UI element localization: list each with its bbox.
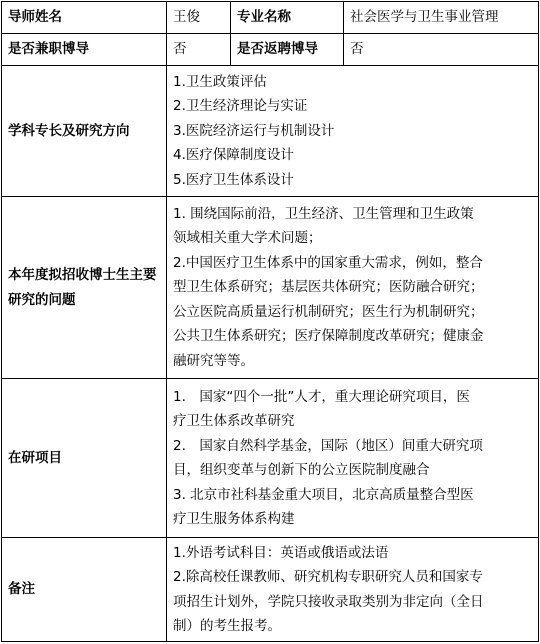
specialty-item: 2.卫生经济理论与实证	[173, 98, 308, 115]
row-supervisor-major	[2, 2, 539, 34]
remark-line: 制）的考生报考。	[173, 618, 281, 634]
research-question-line: 公立医院高质量运行机制研究；医生行为机制研究；	[173, 303, 484, 320]
supervisor-info-table	[1, 1, 539, 642]
project-line: 2. 国家自然科学基金，国际（地区）间重大研究项	[173, 437, 483, 454]
parttime-supervisor-label: 是否兼职博导	[2, 34, 167, 66]
specialty-content	[167, 66, 539, 197]
projects-content	[167, 379, 539, 538]
remarks-content	[167, 538, 539, 642]
rehire-supervisor-label: 是否返聘博导	[231, 34, 344, 66]
row-projects	[2, 379, 539, 538]
remark-line: 项招生计划外，学院只接收录取类别为非定向（全日	[173, 593, 484, 610]
supervisor-name-label: 导师姓名	[2, 2, 167, 34]
parttime-supervisor-value: 否	[167, 34, 231, 66]
row-research-questions	[2, 197, 539, 379]
research-question-line: 1. 围绕国际前沿，卫生经济、卫生管理和卫生政策	[173, 205, 474, 222]
specialty-label: 学科专长及研究方向	[2, 66, 167, 197]
research-questions-content	[167, 197, 539, 379]
projects-label: 在研项目	[2, 379, 167, 538]
research-question-line: 融研究等等。	[173, 352, 254, 369]
row-parttime-rehire	[2, 34, 539, 66]
research-questions-label: 本年度拟招收博士生主要研究的问题	[2, 197, 167, 379]
remark-line: 1.外语考试科目：英语或俄语或法语	[173, 544, 389, 561]
project-line: 疗卫生体系改革研究	[173, 413, 295, 429]
project-line: 目，组织变革与创新下的公立医院制度融合	[173, 462, 430, 478]
research-question-line: 公共卫生体系研究；医疗保障制度改革研究；健康金	[173, 328, 484, 345]
rehire-supervisor-value: 否	[344, 34, 539, 66]
project-line: 1. 国家“四个一批”人才，重大理论研究项目，医	[173, 388, 470, 405]
row-specialty	[2, 66, 539, 197]
project-line: 3. 北京市社科基金重大项目，北京高质量整合型医	[173, 486, 474, 503]
research-question-line: 领域相关重大学术问题；	[173, 230, 322, 247]
major-name-label: 专业名称	[231, 2, 344, 34]
remark-line: 2.除高校任课教师、研究机构专职研究人员和国家专	[173, 569, 483, 585]
remarks-label: 备注	[2, 538, 167, 642]
major-name-value: 社会医学与卫生事业管理	[344, 2, 539, 34]
specialty-item: 4.医疗保障制度设计	[173, 147, 294, 164]
project-line: 疗卫生服务体系构建	[173, 511, 295, 527]
specialty-item: 5.医疗卫生体系设计	[173, 171, 294, 188]
row-remarks	[2, 538, 539, 642]
research-question-line: 2.中国医疗卫生体系中的国家重大需求，例如，整合	[173, 254, 483, 271]
specialty-item: 3.医院经济运行与机制设计	[173, 122, 335, 139]
research-question-line: 型卫生体系研究；基层医共体研究；医防融合研究；	[173, 279, 484, 296]
specialty-item: 1.卫生政策评估	[173, 73, 267, 90]
supervisor-name-value: 王俊	[167, 2, 231, 34]
